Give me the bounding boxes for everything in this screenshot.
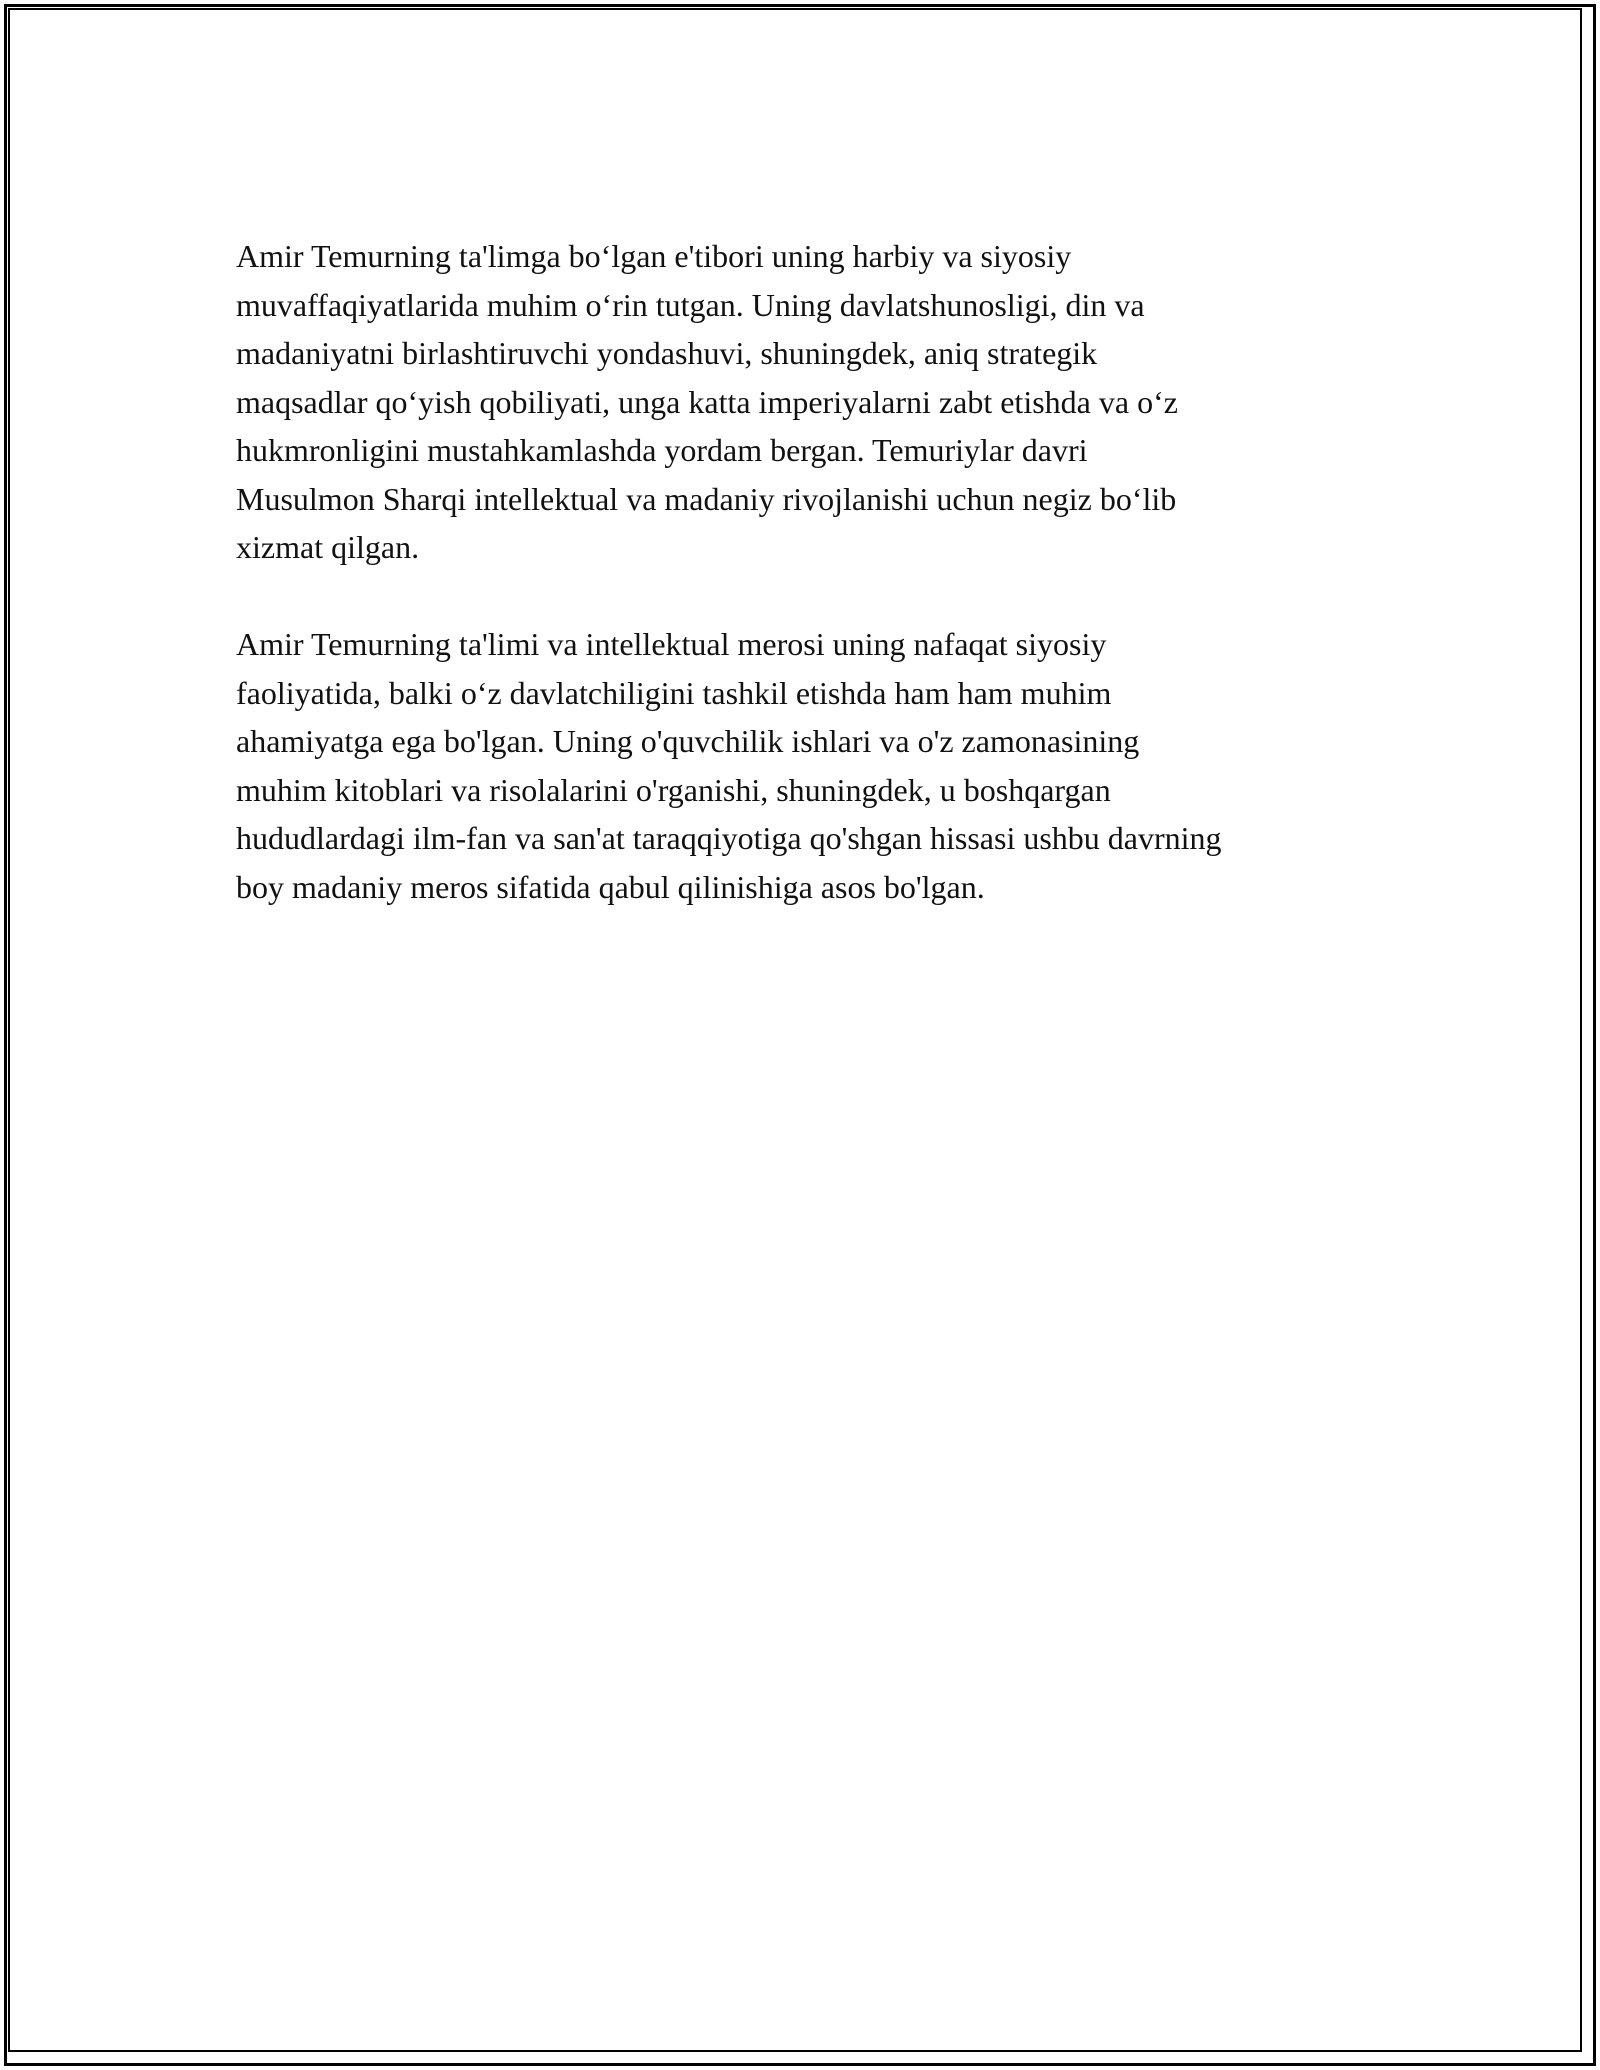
paragraph-line: muvaffaqiyatlarida muhim o‘rin tutgan. Uning davlatshunosligi, din va [236, 286, 1145, 323]
paragraph-line: Amir Temurning ta'limga bo‘lgan e'tibori uning harbiy va siyosiy [236, 238, 1072, 274]
paragraph-line: xizmat qilgan. [236, 529, 420, 565]
paragraph-line: Musulmon Sharqi intellektual va madaniy rivojlanishi uchun negiz bo‘lib [236, 480, 1177, 517]
document-body [236, 232, 1386, 911]
paragraph-line: hududlardagi ilm-fan va san'at taraqqiyotiga qo'shgan hissasi ushbu davrning [236, 820, 1222, 856]
paragraph-2 [236, 620, 1386, 911]
paragraph-line: hukmronligini mustahkamlashda yordam bergan. Temuriylar davri [236, 432, 1088, 468]
paragraph-line: muhim kitoblari va risolalarini o'rganishi, shuningdek, u boshqargan [236, 771, 1111, 808]
paragraph-line: maqsadlar qo‘yish qobiliyati, unga katta imperiyalarni zabt etishda va o‘z [236, 383, 1178, 420]
paragraph-line: boy madaniy meros sifatida qabul qilinishiga asos bo'lgan. [236, 868, 985, 905]
paragraph-line: ahamiyatga ega bo'lgan. Uning o'quvchilik ishlari va o'z zamonasining [236, 723, 1140, 759]
paragraph-line: madaniyatni birlashtiruvchi yondashuvi, shuningdek, aniq strategik [236, 335, 1098, 371]
paragraph-line: Amir Temurning ta'limi va intellektual merosi uning nafaqat siyosiy [236, 626, 1107, 662]
paragraph-1 [236, 232, 1386, 572]
paragraph-line: faoliyatida, balki o‘z davlatchiligini tashkil etishda ham ham muhim [236, 674, 1112, 711]
